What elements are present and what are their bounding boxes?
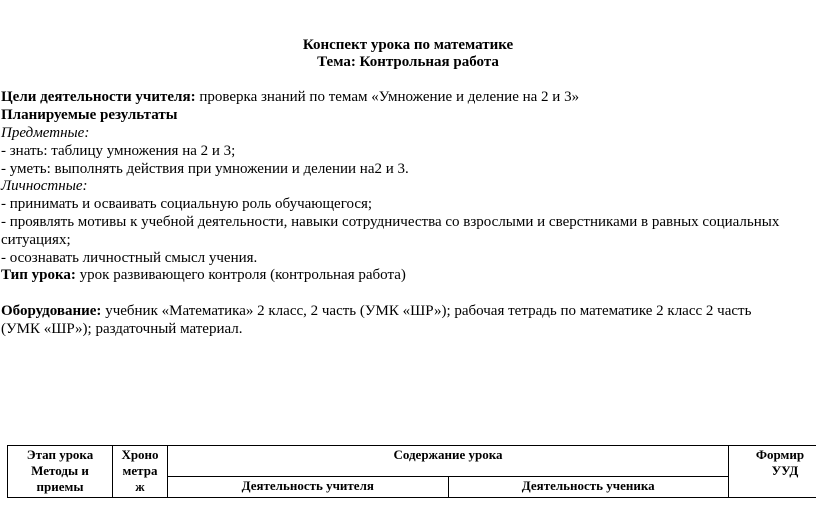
subject-result-item: - знать: таблицу умножения на 2 и 3; (1, 143, 236, 159)
form-header-line: Формир (755, 447, 805, 462)
form-header-line: УУД (771, 463, 799, 478)
stage-header-cell (8, 446, 113, 498)
form-header-cell (729, 446, 816, 498)
lesson-type-text: урок развивающего контроля (контрольная работа) (75, 267, 406, 283)
stage-header-line: Методы и (31, 463, 89, 478)
personal-result-item: - осознавать личностный смысл учения. (1, 250, 258, 266)
lesson-plan-table (7, 445, 816, 498)
subject-result-item: - уметь: выполнять действия при умножении и делении на2 и 3. (1, 161, 409, 177)
chrono-header-line: метра (122, 463, 158, 478)
lesson-type-label: Тип урока: (1, 267, 76, 283)
personal-results-label: Личностные: (1, 178, 88, 194)
stage-header-line: приемы (36, 479, 84, 494)
teacher-goals (1, 88, 579, 106)
goals-label: Цели деятельности учителя: (1, 89, 196, 105)
equipment-text: учебник «Математика» 2 класс, 2 часть (УМК «ШР»); рабочая тетрадь по математике 2 класс 2 часть (101, 303, 752, 319)
table-header-row (8, 446, 816, 477)
chrono-header-line: ж (135, 479, 145, 494)
goals-text: проверка знаний по темам «Умножение и деление на 2 и 3» (195, 89, 580, 105)
equipment-label: Оборудование: (1, 303, 102, 319)
equipment-line-1 (1, 302, 751, 320)
equipment-line-2: (УМК «ШР»); раздаточный материал. (1, 321, 243, 337)
personal-result-item: ситуациях; (1, 232, 71, 248)
lesson-topic: Тема: Контрольная работа (317, 54, 499, 70)
document-title: Конспект урока по математике (302, 37, 514, 53)
stage-header-line: Этап урока (26, 447, 94, 462)
chrono-header-cell (113, 446, 168, 498)
subject-results-label: Предметные: (1, 125, 90, 141)
personal-result-item: - проявлять мотивы к учебной деятельности, навыки сотрудничества со взрослыми и сверстниками в равных социальных (1, 214, 780, 230)
personal-result-item: - принимать и осваивать социальную роль обучающегося; (1, 196, 373, 212)
student-activity-header: Деятельность ученика (448, 477, 729, 498)
chrono-header-line: Хроно (121, 447, 159, 462)
content-header-cell: Содержание урока (168, 446, 729, 477)
teacher-activity-header: Деятельность учителя (168, 477, 449, 498)
planned-results-heading: Планируемые результаты (1, 107, 178, 123)
lesson-type (1, 266, 406, 284)
